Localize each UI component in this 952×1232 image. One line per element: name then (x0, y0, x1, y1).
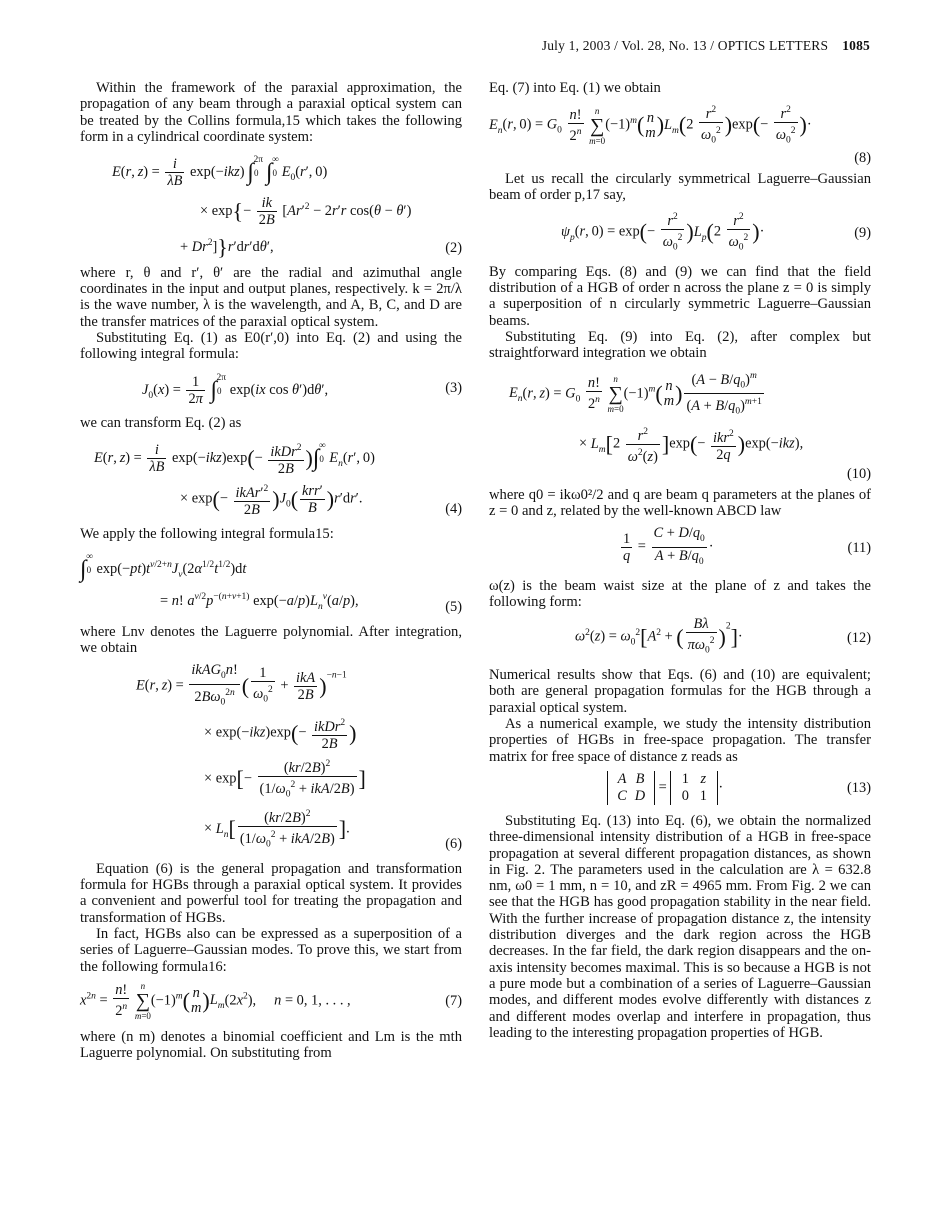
running-header (542, 38, 870, 54)
equation-5: ∫0∞ $\exp(-pt)t^{\nu/2+n}J_\nu(2\alpha^{1/2}t^{1/2})dt$ = n! $a^{\nu/2}p^{-(n+\nu+1)}$ $\exp(-a/p)L_n^\nu(a/p)$, (5) (80, 552, 462, 615)
page-number: 1085 (842, 38, 870, 53)
equation-10: $E_n(r$, $z) = G_0$ $\frac{n!}{2^n}$ n ∑ m=0 $(-1)^m$( n m ) $\frac{(A - B/q_0)^m}{(A + B/q_0)^{m+1}}$ × $L_m[2$ $\frac{r^2}{\omega^2(z)}$ ]exp(− $\frac{ikr^2}{2q}$ )exp(−ikz), (10) (489, 368, 871, 483)
paragraph: Substituting Eq. (13) into Eq. (6), we obtain the normalized three-dimensional intensity distribution of a HGB in free-space propagation at several different propagation distances, as shown in Fig. 2. The parameters used in the calculation are λ = 632.8 nm, ω0 = 1 mm, n = 10, and zR = 4965 mm. From Fig. 2 we can see that the HGB has good propagation stability in the near field. With the further increase of propagation distance z, the intensity distribution diverges and the dark region across the HGB decreases. In the far field, the dark region disappears and the on-axis intensity becomes maximal. This is so because a HGB is not a pure mode but a combination of a series of Laguerre–Gaussian modes, and different modes evolve differently with distances z and different modes overlap and interfere in propagation, thus leading to the interesting propagation properties of HGB. (489, 812, 871, 1041)
equation-number: (10) (847, 465, 871, 482)
equation-number: (9) (854, 224, 871, 241)
equation-2: E(r, z) = $\frac{i}{\lambda B}$ exp(−ikz) $\int 0^{2\pi}$ ∫0∞ $E_0(r'$, 0) × exp{− $\frac{ik}{2B}$ [$Ar'^2 - 2r'r$ cos(θ − θ′) + $Dr^2]\}r'dr'd\theta'$, (2) (112, 155, 462, 260)
equation-4: E(r, z) = $\frac{i}{\lambda B}$ exp(−ikz)exp(− $\frac{ikDr^2}{2B}$ )∫0∞ $E_n(r'$, 0) × exp(− $\frac{ikAr'^2}{2B}$ )$J_0$( $\frac{\text{krr′}}{B}$ )r′dr′. (4) (94, 441, 462, 518)
equation-11: $\frac{1}{q}$ = $\frac{C + D/q_0}{A + B/q_0}$ · (11) (623, 525, 871, 567)
paragraph: Eq. (7) into Eq. (1) we obtain (489, 80, 661, 96)
paragraph: Numerical results show that Eqs. (6) and (10) are equivalent; both are general propagation formulas for the HGB through a paraxial optical system. (489, 667, 871, 716)
equation-number: (2) (445, 239, 462, 256)
paragraph: where q0 = ikω0²/2 and q are beam q parameters at the planes of z = 0 and z, related by the well-known ABCD law (489, 486, 871, 519)
paragraph: where r, θ and r′, θ′ are the radial and azimuthal angle coordinates in the input and output planes, respectively. k = 2π/λ is the wave number, λ is the wavelength, and A, B, C, and D are the transfer matrices of the paraxial optical system. (80, 264, 462, 330)
paragraph: where (n m) denotes a binomial coefficient and Lm is the mth Laguerre polynomial. On substituting from (80, 1028, 462, 1062)
equation-number: (4) (445, 501, 462, 517)
paragraph: where Lnν denotes the Laguerre polynomial. After integration, we obtain (80, 623, 462, 657)
equation-number: (8) (854, 149, 871, 166)
equation-8: $E_n(r$, $0) = G_0$ $\frac{n!}{2^n}$ n ∑ m=0 $(-1)^m$( n m )$L_m(2$ $\frac{r^2}{\omega_0^2}$ )exp(− $\frac{r^2}{\omega_0^2}$ )· (8) (489, 102, 871, 166)
equation-number: (3) (445, 379, 462, 396)
equation-6: E(r, z) = $\frac{ikAG_0n!}{2B\omega_0^{2n}}$ ( $\frac{1}{\omega_0^2}$ + $\frac{\text{ikA}}{2B}$ )$^{-n-1}$ × exp(−ikz)exp(− $\frac{ikDr^2}{2B}$ ) × exp[− $\frac{(kr/2B)^2}{(1/\omega_0^2 + ikA/2B)}$ ] × $L_n$[ $\frac{(kr/2B)^2}{(1/\omega_0^2 + ikA/2B)}$ ]. (6) (136, 662, 462, 852)
equation-number: (11) (847, 539, 871, 556)
paragraph: Within the framework of the paraxial approximation, the propagation of any beam through a paraxial optical system can be treated by the Collins formula,15 which takes the following form in a cylindrical coordinate system: (80, 80, 462, 145)
equation-9: $\psi_p(r$, 0) = exp(− $\frac{r^2}{\omega_0^2}$ )$L_p(2$ $\frac{r^2}{\omega_0^2}$ )· (9) (489, 209, 871, 255)
paragraph: Substituting Eq. (9) into Eq. (2), after complex but straightforward integration we obtain (489, 329, 871, 362)
paragraph: ω(z) is the beam waist size at the plane of z and takes the following form: (489, 577, 871, 611)
journal-line: July 1, 2003 / Vol. 28, No. 13 / OPTICS LETTERS (541, 38, 829, 53)
paragraph: By comparing Eqs. (8) and (9) we can find that the field distribution of a HGB of order n across the plane z = 0 is simply a superposition of n circularly symmetric Laguerre–Gaussian beams. (489, 263, 871, 329)
equation-12: $\omega^2(z) = \omega_0^2[A^2$ + ( $\frac{B\lambda}{\pi\omega_0^2}$ )$^2$]· (12) (575, 616, 871, 657)
equation-number: (12) (847, 629, 871, 646)
equation-7: $x^{2n}$ = $\frac{n!}{2^n}$ n ∑ m=0 $(-1)^m$( n m )$L_m(2x^2)$, n = 0, 1, . . . , (7) (80, 980, 462, 1021)
equation-3: $J_0(x)$ = $\frac{1}{2\pi}$ $\int 0^{2\pi}$ exp(ix cos θ′)dθ′, (3) (142, 372, 462, 407)
paragraph: In fact, HGBs also can be expressed as a superposition of a series of Laguerre–Gaussian modes. To prove this, we start from the following formula16: (80, 925, 462, 975)
equation-13: A B C D = 1 z 0 1· (13) (489, 771, 871, 805)
left-column (80, 80, 462, 1061)
paragraph: Equation (6) is the general propagation and transformation formula for HGBs through a paraxial optical system. It provides a convenient and powerful tool for treating the propagation and transformation of HGBs. (80, 860, 462, 926)
right-column (489, 80, 871, 1041)
paragraph: As a numerical example, we study the intensity distribution properties of HGBs in free-space propagation. The transfer matrix for free space of distance z reads as (489, 716, 871, 765)
paragraph: Substituting Eq. (1) as E0(r′,0) into Eq. (2) and using the following integral formula: (80, 330, 462, 363)
paragraph: We apply the following integral formula15: (80, 526, 334, 542)
equation-number: (6) (445, 835, 462, 852)
equation-number: (7) (445, 992, 462, 1009)
paragraph: Let us recall the circularly symmetrical Laguerre–Gaussian beam of order p,17 say, (489, 170, 871, 204)
equation-number: (5) (445, 598, 462, 615)
paragraph: we can transform Eq. (2) as (80, 414, 242, 431)
equation-number: (13) (847, 779, 871, 796)
